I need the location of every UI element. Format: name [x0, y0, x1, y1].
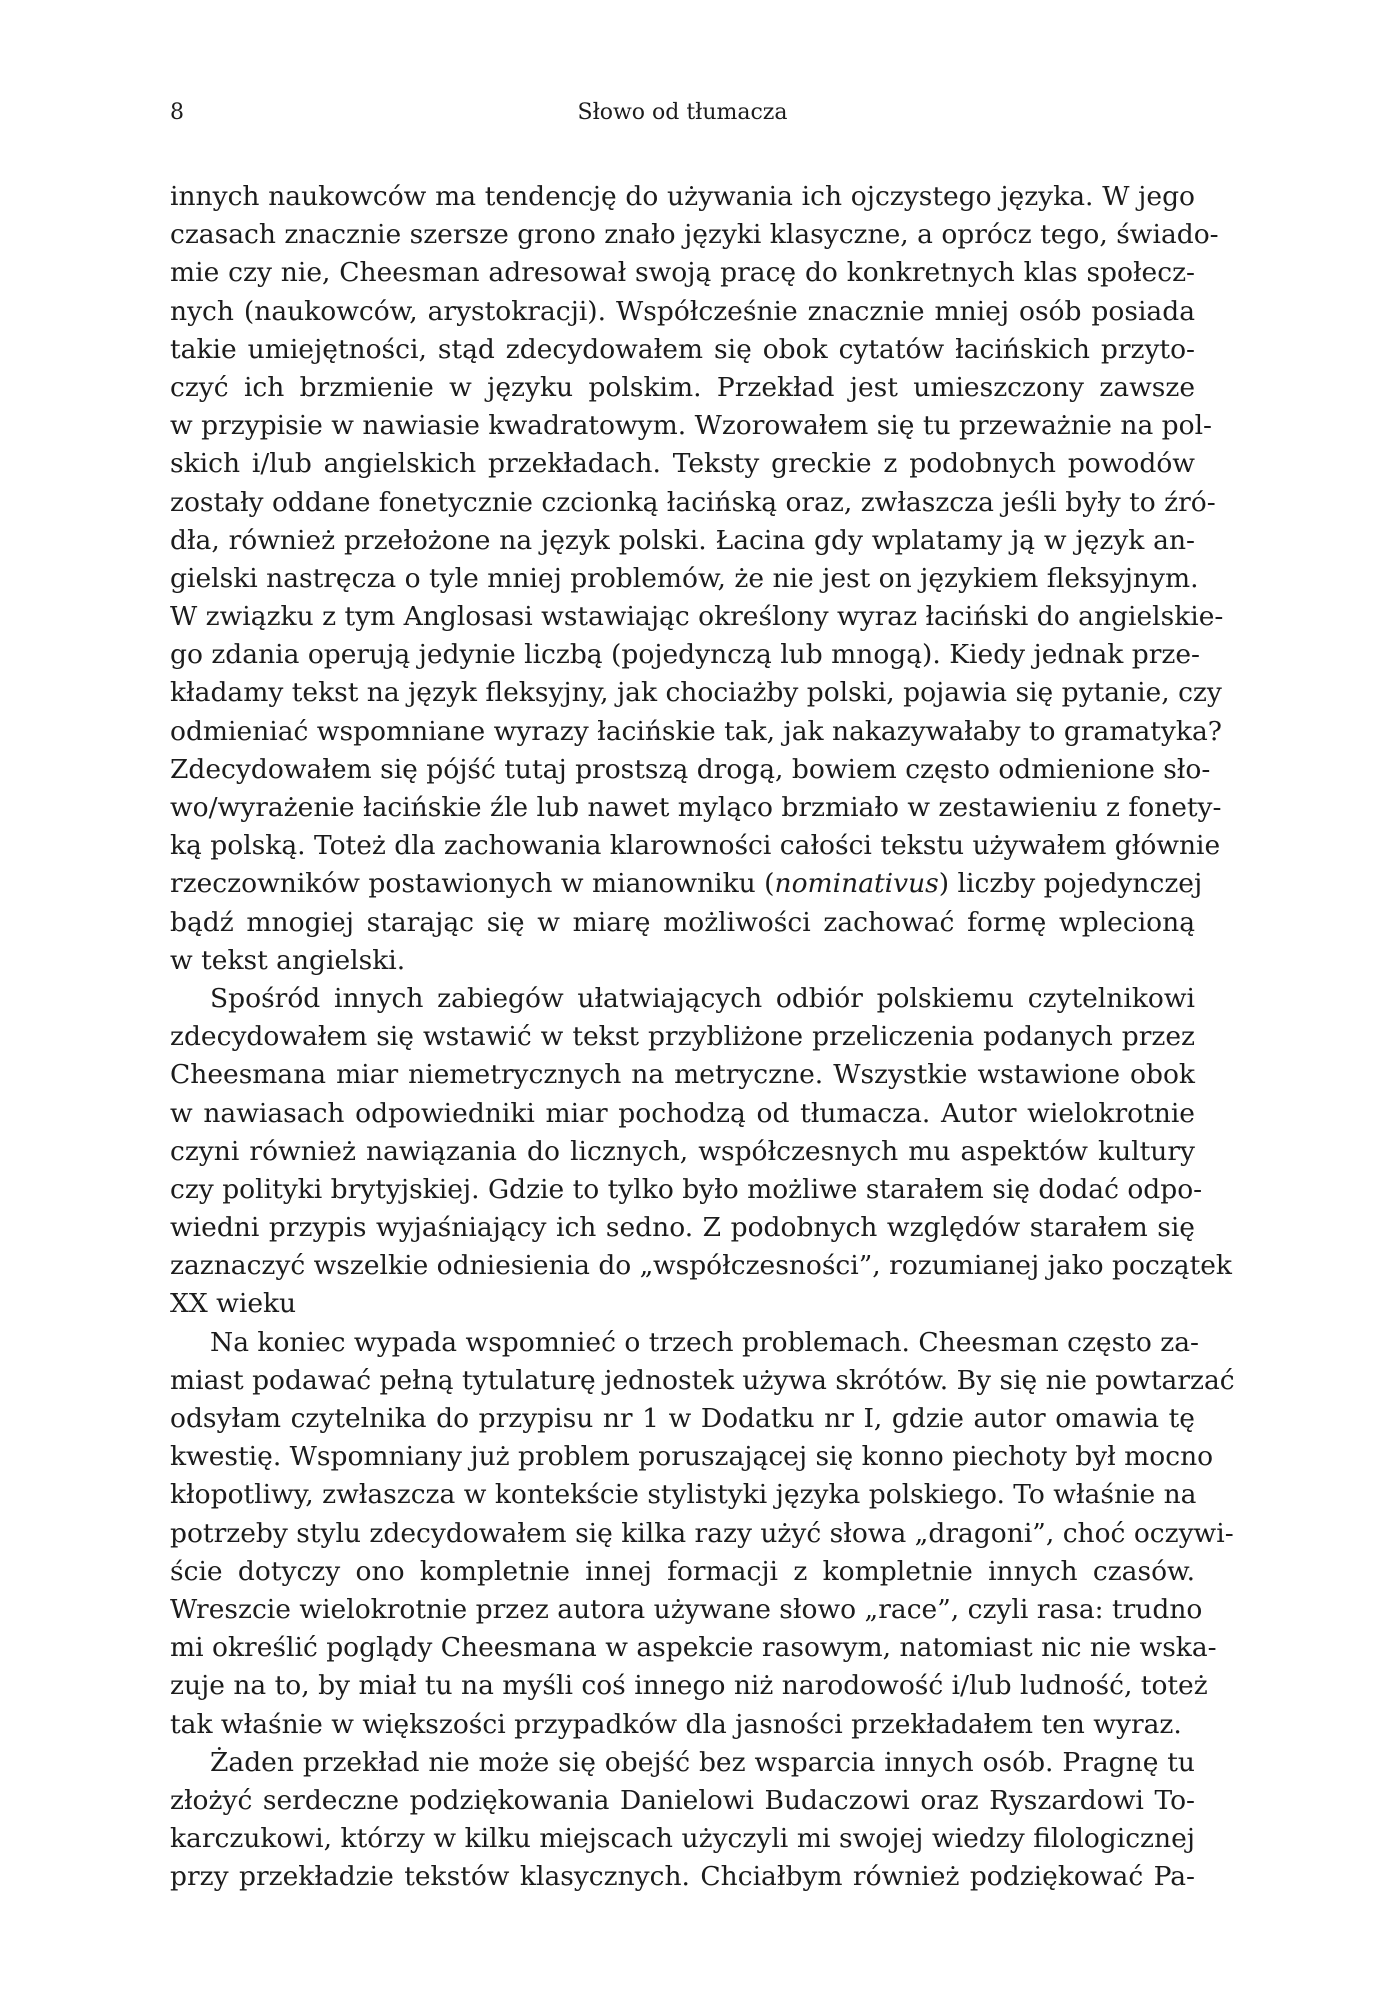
- paragraph-2: [170, 980, 1232, 1324]
- text-line: takie umiejętności, stąd zdecydowałem się obok cytatów łacińskich przyto-: [170, 333, 1195, 365]
- text-line: wo/wyrażenie łacińskie źle lub nawet myląco brzmiało w zestawieniu z fonety-: [170, 792, 1222, 823]
- text-line: w nawiasach odpowiedniki miar pochodzą od tłumacza. Autor wielokrotnie: [170, 1097, 1195, 1129]
- line-end: ) liczby pojedynczej: [938, 868, 1203, 900]
- text-line: karczukowi, którzy w kilku miejscach użyczyli mi swojej wiedzy filologicznej: [170, 1823, 1195, 1855]
- text-line: czyni również nawiązania do licznych, współczesnych mu aspektów kultury: [170, 1135, 1195, 1167]
- text-line: Spośród innych zabiegów ułatwiających odbiór polskiemu czytelnikowi: [210, 982, 1195, 1014]
- text-line: ką polską. Toteż dla zachowania klarowności całości tekstu używałem głównie: [170, 830, 1221, 862]
- text-line: wiedni przypis wyjaśniający ich sedno. Z podobnych względów starałem się: [170, 1212, 1195, 1244]
- text-line: potrzeby stylu zdecydowałem się kilka razy użyć słowa „dragoni”, choć oczywi-: [170, 1517, 1234, 1549]
- text-line: zuje na to, by miał tu na myśli coś innego niż narodowość i/lub ludność, toteż: [170, 1670, 1208, 1702]
- text-line: zostały oddane fonetycznie czcionką łacińską oraz, zwłaszcza jeśli były to źró-: [170, 486, 1216, 518]
- text-line: kłopotliwy, zwłaszcza w kontekście stylistyki języka polskiego. To właśnie na: [170, 1479, 1197, 1511]
- text-line: W związku z tym Anglosasi wstawiając określony wyraz łaciński do angielskie-: [170, 601, 1224, 633]
- text-line: dła, również przełożone na język polski. Łacina gdy wplatamy ją w język an-: [170, 524, 1195, 556]
- text-line: Cheesmana miar niemetrycznych na metryczne. Wszystkie wstawione obok: [170, 1059, 1195, 1091]
- text-line: zaznaczyć wszelkie odniesienia do „współczesności”, rozumianej jako początek: [170, 1250, 1232, 1282]
- text-line: mi określić poglądy Cheesmana w aspekcie rasowym, natomiast nic nie wska-: [170, 1632, 1217, 1664]
- text-line: czy polityki brytyjskiej. Gdzie to tylko było możliwe starałem się dodać odpo-: [170, 1173, 1203, 1205]
- line-start: rzeczowników postawionych w mianowniku (: [170, 868, 775, 900]
- italic-term: nominativus: [774, 868, 939, 900]
- text-line: zdecydowałem się wstawić w tekst przybliżone przeliczenia podanych przez: [170, 1021, 1195, 1053]
- text-line: przy przekładzie tekstów klasycznych. Chciałbym również podziękować Pa-: [170, 1861, 1195, 1893]
- paragraph-1: [170, 178, 1224, 980]
- text-line: skich i/lub angielskich przekładach. Teksty greckie z podobnych powodów: [170, 448, 1195, 480]
- text-line: bądź mnogiej starając się w miarę możliwości zachować formę wplecioną: [170, 906, 1195, 938]
- text-line: czyć ich brzmienie w języku polskim. Przekład jest umieszczony zawsze: [170, 371, 1195, 403]
- text-line: złożyć serdeczne podziękowania Danielowi Budaczowi oraz Ryszardowi To-: [170, 1784, 1195, 1816]
- text-line: mie czy nie, Cheesman adresował swoją pracę do konkretnych klas społecz-: [170, 257, 1195, 289]
- text-line: gielski nastręcza o tyle mniej problemów, że nie jest on językiem fleksyjnym.: [170, 562, 1199, 594]
- text-line: w tekst angielski.: [170, 944, 406, 976]
- text-line: odsyłam czytelnika do przypisu nr 1 w Dodatku nr I, gdzie autor omawia tę: [170, 1403, 1195, 1434]
- page-number: 8: [170, 100, 184, 125]
- page-header: [170, 100, 1195, 140]
- text-line: kładamy tekst na język fleksyjny, jak chociażby polski, pojawia się pytanie, czy: [170, 677, 1222, 709]
- text-line: kwestię. Wspomniany już problem poruszającej się konno piechoty był mocno: [170, 1441, 1214, 1473]
- text-line: odmieniać wspomniane wyrazy łacińskie tak, jak nakazywałaby to gramatyka?: [170, 715, 1222, 747]
- text-line: w przypisie w nawiasie kwadratowym. Wzorowałem się tu przeważnie na pol-: [170, 410, 1213, 442]
- text-line: Zdecydowałem się pójść tutaj prostszą drogą, bowiem często odmienione sło-: [170, 753, 1211, 785]
- text-line: tak właśnie w większości przypadków dla jasności przekładałem ten wyraz.: [170, 1708, 1182, 1740]
- running-head: Słowo od tłumacza: [577, 100, 788, 125]
- paragraph-4: [170, 1744, 1195, 1897]
- text-line: Na koniec wypada wspomnieć o trzech problemach. Cheesman często za-: [210, 1326, 1199, 1358]
- text-line: Żaden przekład nie może się obejść bez wsparcia innych osób. Pragnę tu: [210, 1746, 1195, 1778]
- paragraph-3: [170, 1324, 1235, 1744]
- text-line: nych (naukowców, arystokracji). Współcześnie znacznie mniej osób posiada: [170, 295, 1195, 327]
- text-line: XX wieku: [170, 1288, 297, 1320]
- text-line: miast podawać pełną tytulaturę jednostek używa skrótów. By się nie powtarzać: [170, 1364, 1235, 1396]
- text-line: ście dotyczy ono kompletnie innej formacji z kompletnie innych czasów.: [170, 1555, 1195, 1587]
- text-line: go zdania operują jedynie liczbą (pojedynczą lub mnogą). Kiedy jednak prze-: [170, 639, 1200, 671]
- text-line-with-italic: [170, 865, 1203, 903]
- body-text: [170, 178, 1235, 1896]
- text-line: czasach znacznie szersze grono znało języki klasyczne, a oprócz tego, świado-: [170, 219, 1219, 251]
- text-line: Wreszcie wielokrotnie przez autora używane słowo „race”, czyli rasa: trudno: [170, 1593, 1203, 1625]
- text-line: innych naukowców ma tendencję do używania ich ojczystego języka. W jego: [170, 181, 1195, 212]
